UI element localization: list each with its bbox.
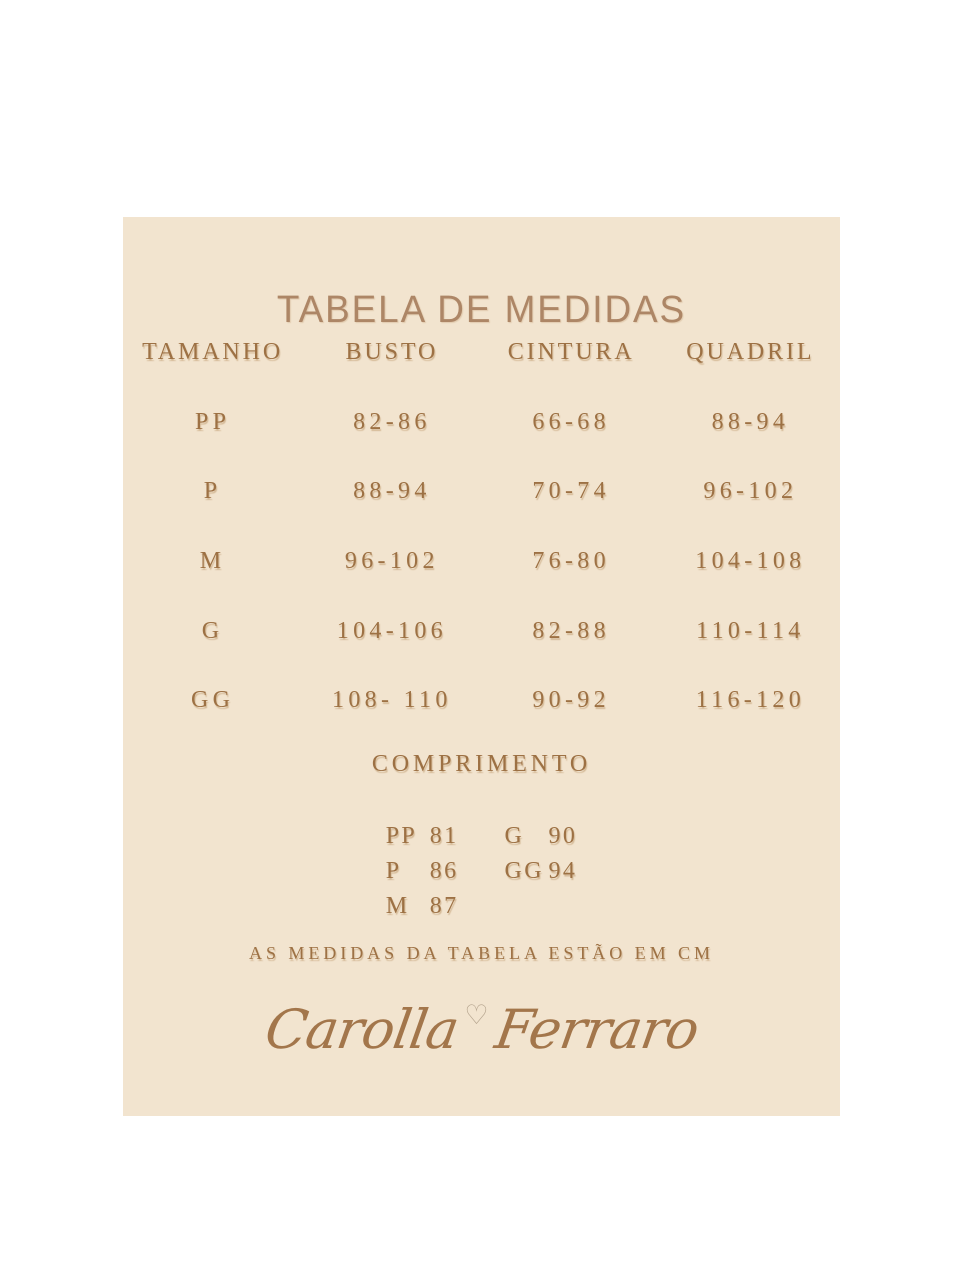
cintura-value: 70-74 <box>532 478 610 504</box>
length-size-label: G <box>504 823 525 849</box>
cintura-value: 90-92 <box>532 687 610 713</box>
busto-value: 82-86 <box>353 409 431 435</box>
length-size-label: M <box>385 893 410 919</box>
length-list <box>123 819 840 924</box>
length-item <box>505 854 578 889</box>
length-column-right <box>505 819 578 924</box>
quadril-value: 88-94 <box>711 409 790 435</box>
page-title: TABELA DE MEDIDAS <box>276 289 687 331</box>
column-header-quadril: QUADRIL <box>686 339 815 365</box>
size-label: M <box>199 548 226 574</box>
heart-icon: ♡ <box>464 999 489 1031</box>
table-row <box>123 548 840 575</box>
quadril-value: 96-102 <box>703 478 798 504</box>
busto-value: 88-94 <box>353 478 431 504</box>
brand-name-first: Carolla <box>260 998 463 1061</box>
brand-name-last: Ferraro <box>490 998 703 1061</box>
length-value: 86 <box>429 858 459 884</box>
quadril-value: 104-108 <box>695 548 806 574</box>
quadril-value: 116-120 <box>695 687 806 713</box>
cintura-value: 66-68 <box>532 409 610 435</box>
cintura-value: 76-80 <box>532 548 610 574</box>
length-value: 87 <box>429 893 459 919</box>
table-row <box>123 409 840 436</box>
size-label: PP <box>194 409 231 435</box>
units-note: AS MEDIDAS DA TABELA ESTÃO EM CM <box>249 943 714 963</box>
busto-value: 96-102 <box>344 548 439 574</box>
length-size-label: P <box>385 858 402 884</box>
quadril-value: 110-114 <box>696 618 805 644</box>
length-item <box>386 854 459 889</box>
length-column-left <box>386 819 459 924</box>
column-header-busto: BUSTO <box>345 339 439 365</box>
length-value: 90 <box>548 823 578 849</box>
table-row <box>123 618 840 645</box>
busto-value: 108- 110 <box>332 687 452 713</box>
size-chart-card <box>123 217 840 1116</box>
brand-signature <box>123 975 840 1085</box>
length-section-title: COMPRIMENTO <box>371 751 592 777</box>
busto-value: 104-106 <box>336 618 447 644</box>
size-label: G <box>201 618 224 644</box>
length-item <box>386 819 459 854</box>
length-item <box>386 889 459 924</box>
length-size-label: PP <box>385 823 418 849</box>
table-header-row <box>123 339 840 366</box>
length-size-label: GG <box>504 858 544 884</box>
column-header-tamanho: TAMANHO <box>142 339 284 365</box>
table-row <box>123 478 840 505</box>
column-header-cintura: CINTURA <box>507 339 635 365</box>
cintura-value: 82-88 <box>532 618 610 644</box>
length-value: 94 <box>548 858 578 884</box>
size-label: P <box>203 478 222 504</box>
length-value: 81 <box>429 823 459 849</box>
table-row <box>123 687 840 714</box>
length-item <box>505 819 578 854</box>
size-label: GG <box>190 687 235 713</box>
